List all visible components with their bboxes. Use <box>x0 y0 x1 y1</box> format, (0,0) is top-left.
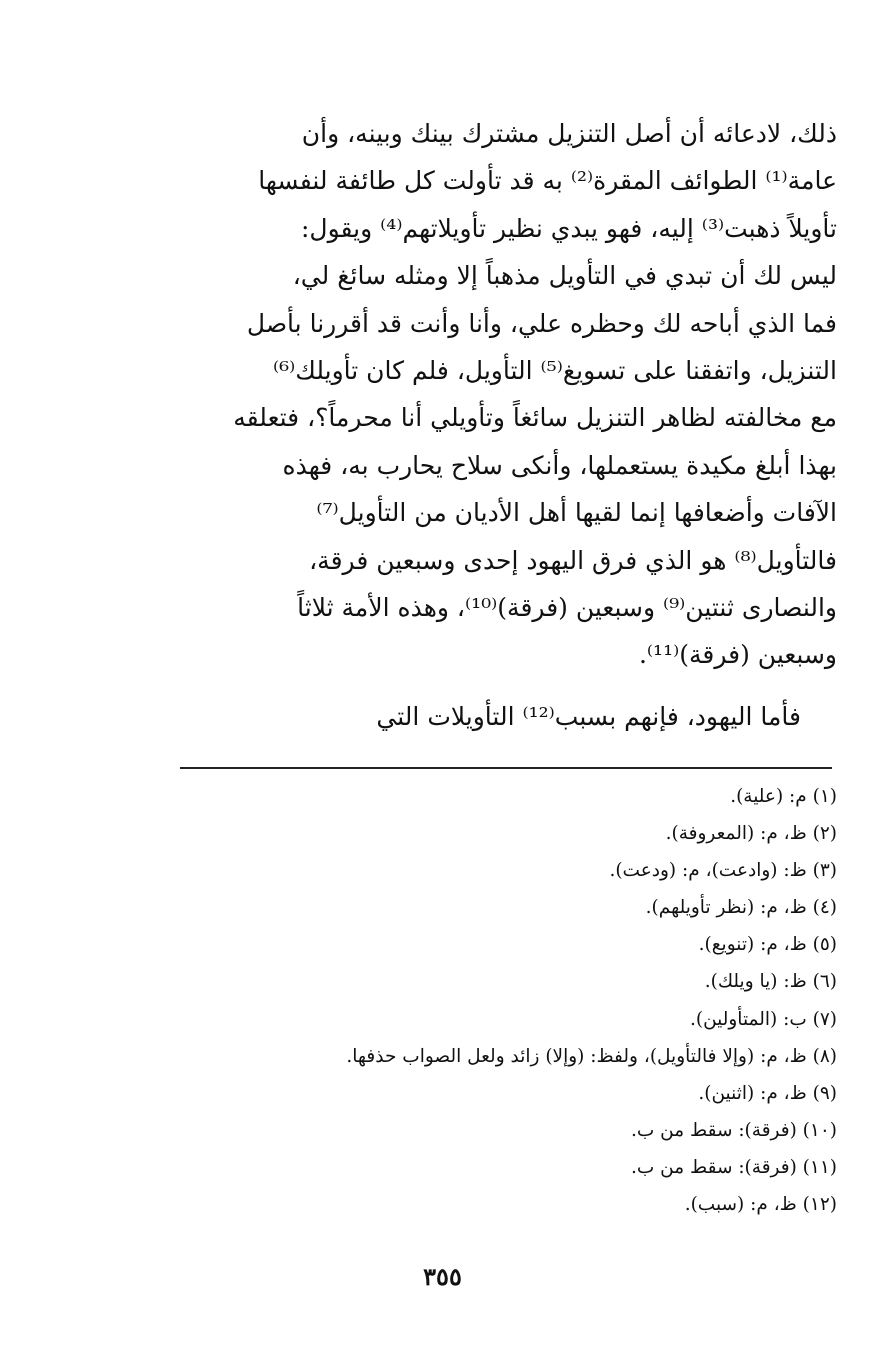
footnote-5: (٥) ظ، م: (تنويع). <box>698 934 837 956</box>
paragraph-gap <box>252 679 837 693</box>
main-text-body <box>233 110 837 740</box>
text-line: الآفات وأضعافها إنما لقيها أهل الأديان من التأويل⁽⁷⁾ <box>316 498 837 528</box>
footnote-7: (٧) ب: (المتأولين). <box>689 1008 837 1030</box>
text-line: عامة⁽¹⁾ الطوائف المقرة⁽²⁾ به قد تأولت كل طائفة لنفسها <box>258 166 837 196</box>
text-line: ذلك، لادعائه أن أصل التنزيل مشترك بينك وبينه، وأن <box>301 119 837 148</box>
footnote-8: (٨) ظ، م: (وإلا فالتأويل)، ولفظ: (وإلا) زائد ولعل الصواب حذفها. <box>346 1045 837 1067</box>
text-line: بهذا أبلغ مكيدة يستعملها، وأنكى سلاح يحارب به، فهذه <box>282 450 837 480</box>
footnote-9: (٩) ظ، م: (اثنين). <box>698 1082 837 1104</box>
footnote-12: (١٢) ظ، م: (سبب). <box>684 1194 837 1216</box>
text-line: والنصارى ثنتين⁽⁹⁾ وسبعين (فرقة)⁽¹⁰⁾، وهذه الأمة ثلاثاً <box>297 592 837 622</box>
text-line: فما الذي أباحه لك وحظره علي، وأنا وأنت قد أقررنا بأصل <box>246 308 837 338</box>
footnotes <box>137 778 837 1223</box>
footnote-separator <box>180 767 832 769</box>
footnote-4: (٤) ظ، م: (نظر تأويلهم). <box>645 897 837 919</box>
footnote-3: (٣) ظ: (وادعت)، م: (ودعت). <box>609 860 837 882</box>
text-line: ليس لك أن تبدي في التأويل مذهباً إلا ومثله سائغ لي، <box>292 261 837 291</box>
footnote-6: (٦) ظ: (يا ويلك). <box>704 971 837 993</box>
text-line: مع مخالفته لظاهر التنزيل سائغاً وتأويلي أنا محرماً؟، فتعلقه <box>233 403 837 433</box>
text-line: فأما اليهود، فإنهم بسبب⁽¹²⁾ التأويلات التي <box>376 701 801 731</box>
text-line: فالتأويل⁽⁸⁾ هو الذي فرق اليهود إحدى وسبعين فرقة، <box>309 545 837 575</box>
text-line: التنزيل، واتفقنا على تسويغ⁽⁵⁾ التأويل، فلم كان تأويلك⁽⁶⁾ <box>272 355 837 385</box>
footnote-2: (٢) ظ، م: (المعروفة). <box>665 823 837 845</box>
footnote-10: (١٠) (فرقة): سقط من ب. <box>630 1119 837 1141</box>
text-line: وسبعين (فرقة)⁽¹¹⁾. <box>638 640 837 670</box>
page-number: ٣٥٥ <box>423 1262 462 1291</box>
text-line: تأويلاً ذهبت⁽³⁾ إليه، فهو يبدي نظير تأويلاتهم⁽⁴⁾ ويقول: <box>301 213 837 243</box>
footnote-1: (١) م: (علية). <box>730 786 837 807</box>
footnote-11: (١١) (فرقة): سقط من ب. <box>630 1156 837 1178</box>
